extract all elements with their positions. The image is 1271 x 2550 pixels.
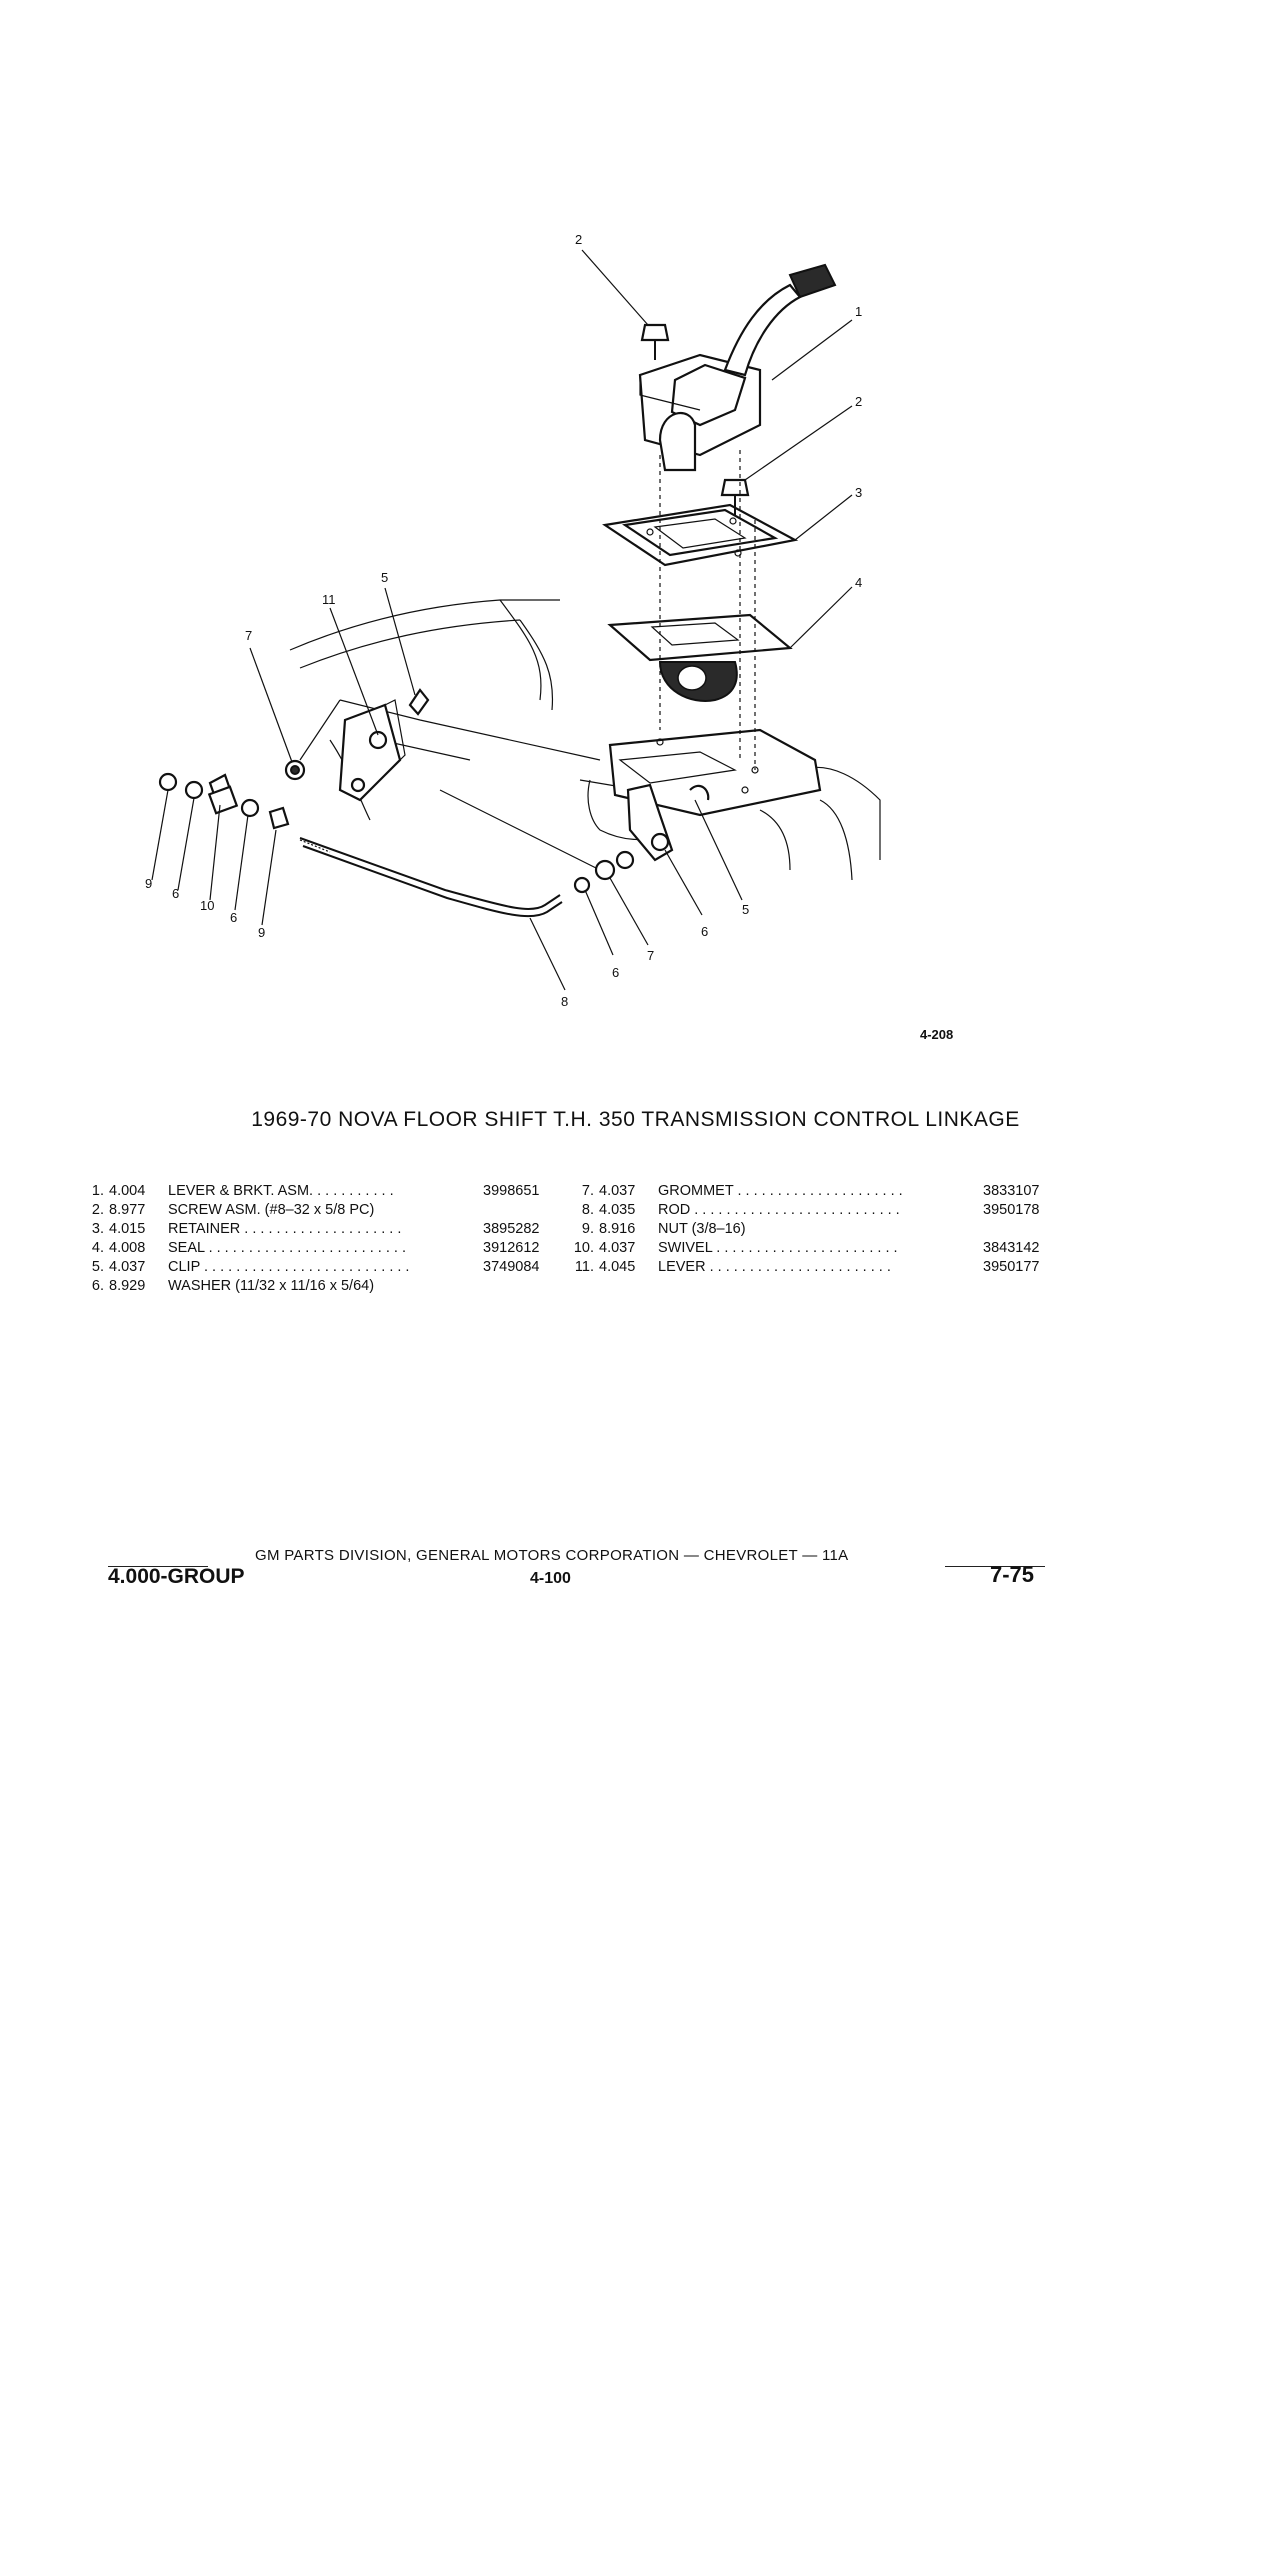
callout-6-c: 6 [612, 965, 620, 980]
part-description: GROMMET . . . . . . . . . . . . . . . . . . . . . [658, 1183, 903, 1199]
group-number: 8.916 [599, 1221, 636, 1237]
item-number: 3. [91, 1221, 104, 1237]
item-number: 9. [581, 1221, 594, 1237]
part-description: CLIP . . . . . . . . . . . . . . . . . . . . . . . . . . [168, 1259, 410, 1275]
part-number: 3833107 [983, 1183, 1040, 1199]
callout-6-b: 6 [230, 910, 238, 925]
part-description: RETAINER . . . . . . . . . . . . . . . . . . . . [168, 1221, 402, 1237]
footer-division: GM PARTS DIVISION, GENERAL MOTORS CORPORATION — CHEVROLET — 11A [255, 1547, 849, 1564]
callout-2-right: 2 [855, 394, 863, 409]
callout-5-left: 5 [381, 570, 389, 585]
rod-part-8 [300, 838, 562, 916]
callout-5-right: 5 [742, 902, 750, 917]
item-number: 8. [581, 1202, 594, 1218]
page-title: 1969-70 NOVA FLOOR SHIFT T.H. 350 TRANSMISSION CONTROL LINKAGE [251, 1108, 1020, 1131]
callout-9-right: 9 [258, 925, 266, 940]
part-number: 3912612 [483, 1240, 540, 1256]
retainer-part-3 [605, 505, 795, 565]
item-number: 10. [573, 1240, 594, 1256]
mounting-plate [588, 730, 820, 839]
group-number: 4.035 [599, 1202, 636, 1218]
part-number: 3998651 [483, 1183, 540, 1199]
left-lever-cluster [160, 690, 428, 828]
assembly-guide-lines [660, 450, 755, 770]
callout-6-a: 6 [172, 886, 180, 901]
group-number: 4.015 [109, 1221, 146, 1237]
callout-9-left: 9 [145, 876, 153, 891]
group-number: 4.037 [109, 1259, 146, 1275]
seal-part-4 [610, 615, 790, 701]
part-description: LEVER . . . . . . . . . . . . . . . . . . . . . . . [658, 1259, 891, 1275]
group-number: 4.004 [109, 1183, 146, 1199]
group-number: 4.037 [599, 1240, 636, 1256]
callout-8: 8 [561, 994, 569, 1009]
part-description: NUT (3/8–16) [658, 1221, 746, 1237]
item-number: 4. [91, 1240, 104, 1256]
callout-7-right: 7 [647, 948, 655, 963]
item-number: 1. [91, 1183, 104, 1199]
part-number: 3843142 [983, 1240, 1040, 1256]
callout-7-left: 7 [245, 628, 253, 643]
part-description: SWIVEL . . . . . . . . . . . . . . . . . . . . . . . [658, 1240, 898, 1256]
callout-10: 10 [200, 898, 215, 913]
part-number: 3950178 [983, 1202, 1040, 1218]
group-number: 4.045 [599, 1259, 636, 1275]
group-number: 8.929 [109, 1278, 146, 1294]
group-number: 4.008 [109, 1240, 146, 1256]
group-number: 8.977 [109, 1202, 146, 1218]
item-number: 2. [91, 1202, 104, 1218]
callout-1: 1 [855, 304, 863, 319]
callout-3: 3 [855, 485, 863, 500]
part-number: 3950177 [983, 1259, 1040, 1275]
part-number: 3895282 [483, 1221, 540, 1237]
part-description: SCREW ASM. (#8–32 x 5/8 PC) [168, 1202, 375, 1218]
footer-page-code: 4-100 [530, 1570, 571, 1587]
part-description: SEAL . . . . . . . . . . . . . . . . . . . . . . . . . [168, 1240, 406, 1256]
callout-6-d: 6 [701, 924, 709, 939]
item-number: 5. [91, 1259, 104, 1275]
linkage-exploded-diagram [0, 0, 1271, 1040]
group-number: 4.037 [599, 1183, 636, 1199]
item-number: 6. [91, 1278, 104, 1294]
figure-number: 4-208 [920, 1027, 954, 1042]
footer-page-number: 7-75 [990, 1562, 1035, 1587]
part-description: ROD . . . . . . . . . . . . . . . . . . . . . . . . . . [658, 1202, 900, 1218]
item-number: 7. [581, 1183, 594, 1199]
lever-bracket-part-1 [640, 265, 835, 470]
callout-4: 4 [855, 575, 863, 590]
item-number: 11. [574, 1259, 594, 1275]
part-number: 3749084 [483, 1259, 540, 1275]
part-description: WASHER (11/32 x 11/16 x 5/64) [168, 1278, 375, 1294]
footer-group: 4.000-GROUP [108, 1565, 245, 1588]
callout-11: 11 [322, 592, 336, 607]
part-description: LEVER & BRKT. ASM. . . . . . . . . . . [168, 1183, 394, 1199]
callout-2-top: 2 [575, 232, 583, 247]
